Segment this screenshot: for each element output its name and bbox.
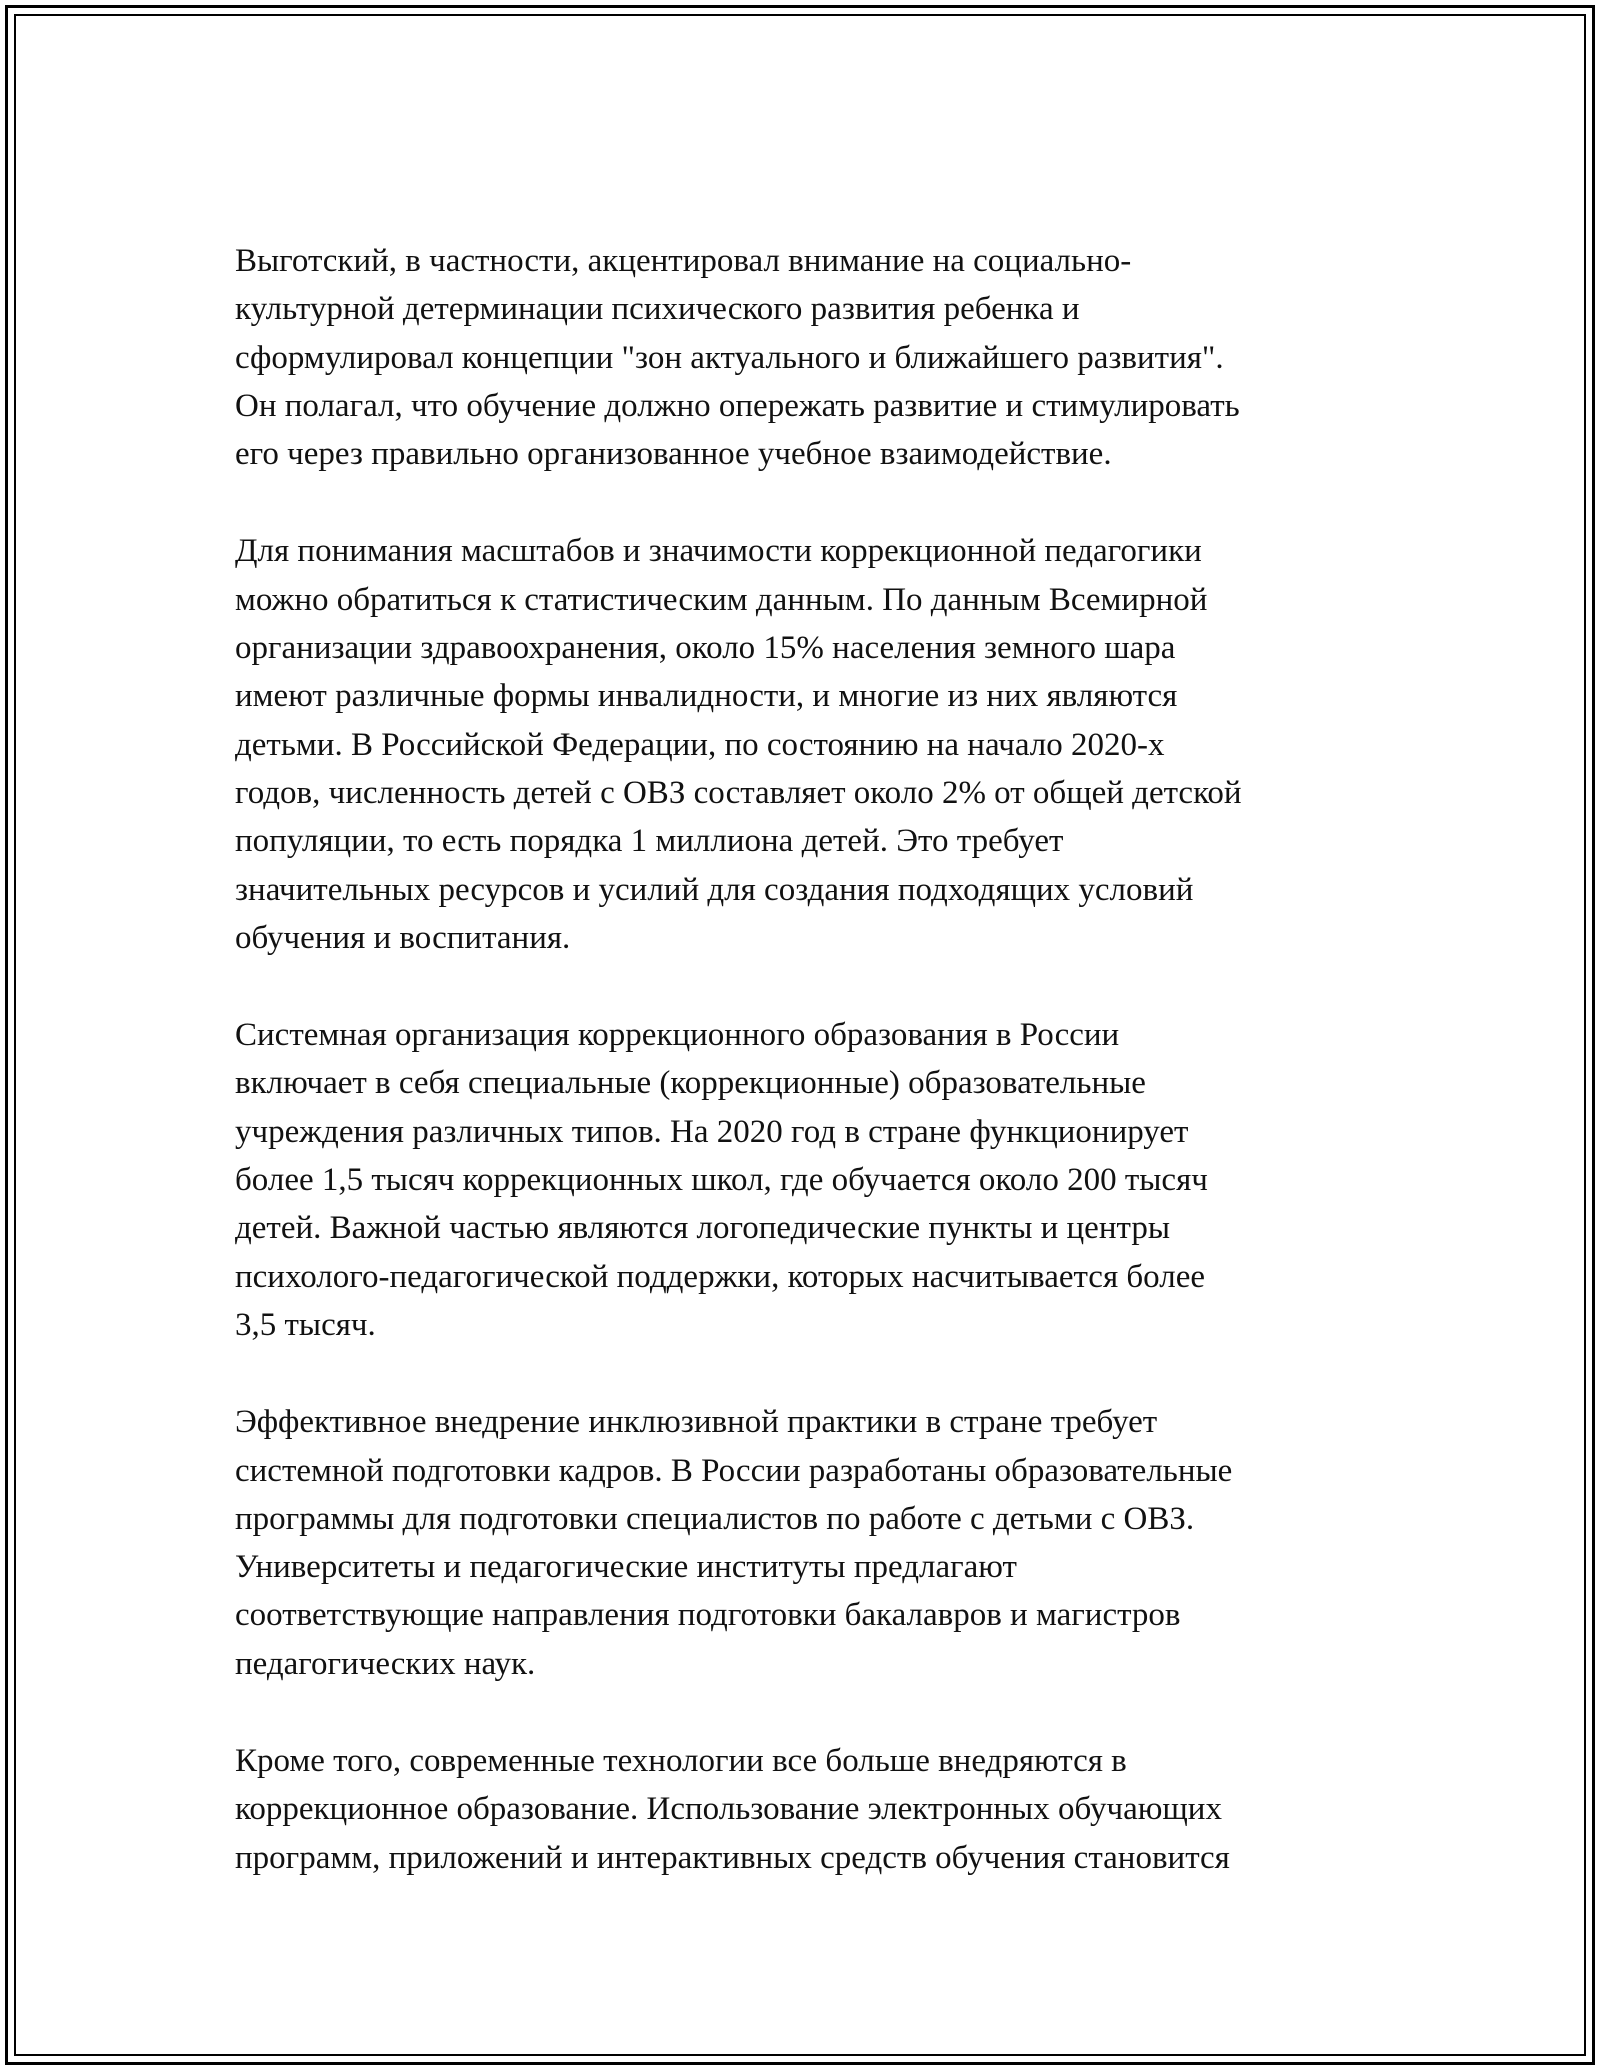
paragraph-5: Кроме того, современные технологии все больше внедряются в коррекционное образование. Использование электронных обучающих программ, приложений и интерактивных средств обучения становится	[235, 1743, 1230, 1876]
paragraph-4: Эффективное внедрение инклюзивной практики в стране требует системной подготовки кадров. В России разработаны образовательные программы для подготовки специалистов по работе с детьми с ОВЗ. Университеты и педагогические институты предлагают соответствующие направления подготовки бакалавров и магистров педагогических наук.	[235, 1404, 1233, 1682]
paragraph-2: Для понимания масштабов и значимости коррекционной педагогики можно обратиться к статистическим данным. По данным Всемирной организации здравоохранения, около 15% населения земного шара имеют различные формы инвалидности, и многие из них являются детьми. В Российской Федерации, по состоянию на начало 2020-х годов, численность детей с ОВЗ составляет около 2% от общей детской популяции, то есть порядка 1 миллиона детей. Это требует значительных ресурсов и усилий для создания подходящих условий обучения и воспитания.	[235, 533, 1242, 956]
paragraph-3: Системная организация коррекционного образования в России включает в себя специальные (коррекционные) образовательные учреждения различных типов. На 2020 год в стране функционирует более 1,5 тысяч коррекционных школ, где обучается около 200 тысяч детей. Важной частью являются логопедические пункты и центры психолого-педагогической поддержки, которых насчитывается более 3,5 тысяч.	[235, 1017, 1208, 1343]
paragraph-1: Выготский, в частности, акцентировал внимание на социально- культурной детерминации психического развития ребенка и сформулировал концепции "зон актуального и ближайшего развития". Он полагал, что обучение должно опережать развитие и стимулировать его через правильно организованное учебное взаимодействие.	[235, 243, 1240, 473]
document-body	[235, 237, 1415, 1931]
